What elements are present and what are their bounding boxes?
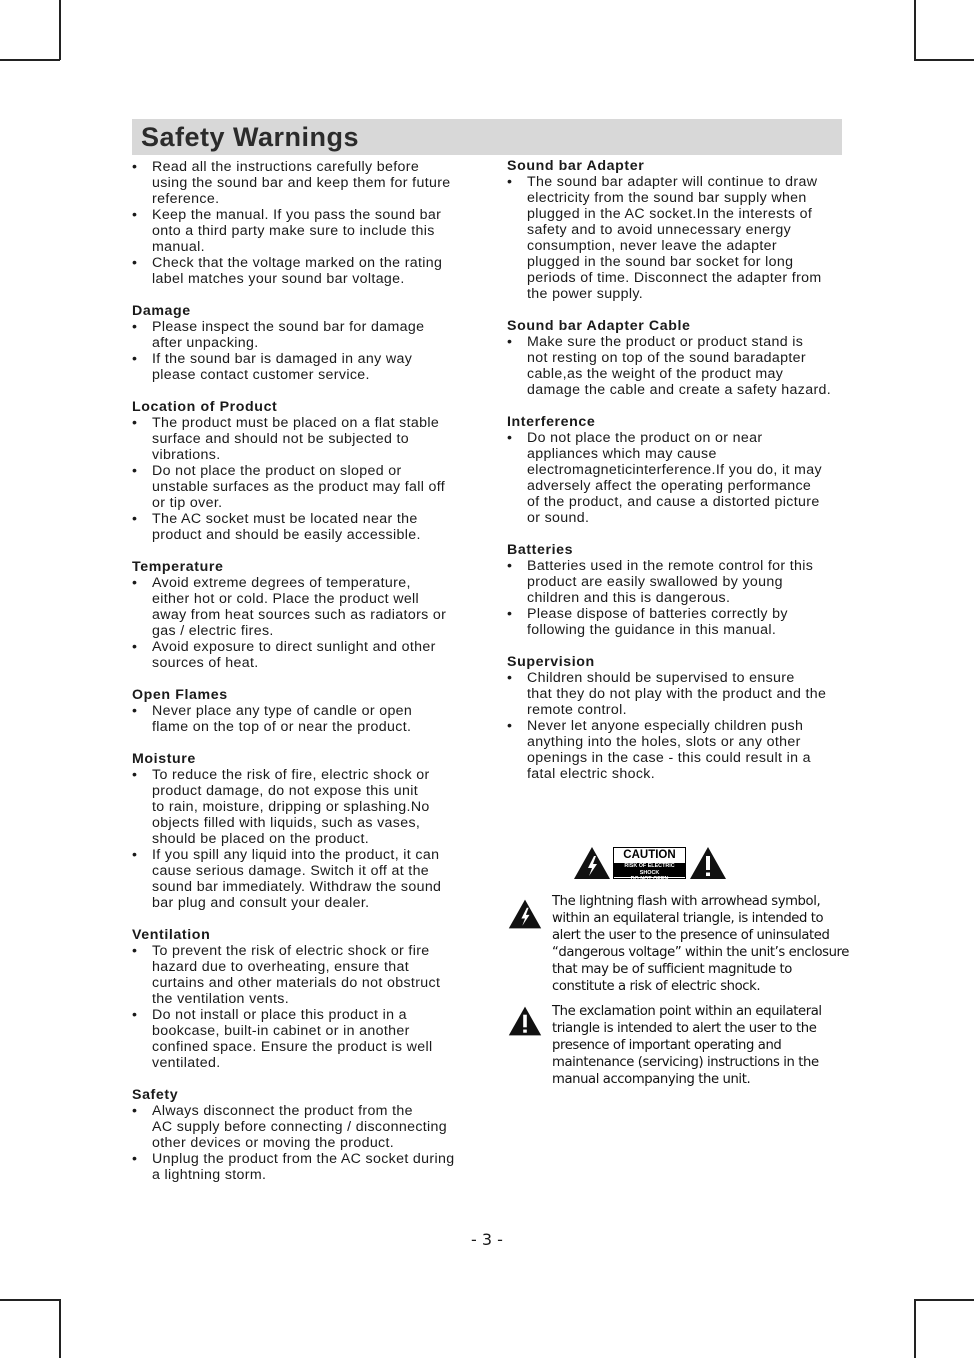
bullet-icon: • bbox=[507, 174, 513, 190]
section-heading: Sound bar Adapter Cable bbox=[507, 318, 691, 334]
section-sound-bar-adapter bbox=[507, 158, 852, 302]
section-heading: Damage bbox=[132, 303, 191, 319]
section-intro bbox=[132, 159, 477, 287]
bullet-line: or tip over. bbox=[152, 495, 223, 511]
bullet-line: gas / electric fires. bbox=[152, 623, 274, 639]
bullet-line: manual. bbox=[152, 239, 205, 255]
bullet-item bbox=[132, 255, 477, 287]
bullet-line: other devices or moving the product. bbox=[152, 1135, 395, 1151]
bullet-item bbox=[132, 1151, 477, 1183]
bullet-line: The AC socket must be located near the bbox=[152, 511, 418, 527]
bullet-line: product and should be easily accessible. bbox=[152, 527, 421, 543]
caution-graphic bbox=[572, 845, 728, 881]
section-heading: Sound bar Adapter bbox=[507, 158, 645, 174]
bullet-icon: • bbox=[132, 255, 138, 271]
bullet-item bbox=[132, 319, 477, 351]
legend-line: within an equilateral triangle, is intended to bbox=[552, 911, 824, 926]
crop-mark-top-left-v bbox=[59, 0, 61, 60]
bullet-icon: • bbox=[507, 670, 513, 686]
section-heading: Moisture bbox=[132, 751, 196, 767]
bullet-line: using the sound bar and keep them for future bbox=[152, 175, 451, 191]
lightning-legend bbox=[507, 893, 852, 995]
section-heading: Interference bbox=[507, 414, 596, 430]
bullet-item bbox=[507, 670, 852, 718]
bullet-line: product damage, do not expose this unit bbox=[152, 783, 419, 799]
bullet-icon: • bbox=[132, 575, 138, 591]
crop-mark-bottom-left-h bbox=[0, 1299, 60, 1301]
bullet-line: appliances which may cause bbox=[527, 446, 717, 462]
bullet-line: Batteries used in the remote control for this bbox=[527, 558, 814, 574]
bullet-item bbox=[132, 463, 477, 511]
bullet-icon: • bbox=[507, 718, 513, 734]
bullet-icon: • bbox=[132, 207, 138, 223]
section-sound-bar-adapter-cable bbox=[507, 318, 852, 398]
bullet-icon: • bbox=[132, 463, 138, 479]
section-heading: Safety bbox=[132, 1087, 179, 1103]
bullet-line: or sound. bbox=[527, 510, 590, 526]
legend-line: constitute a risk of electric shock. bbox=[552, 979, 761, 994]
exclamation-triangle-icon bbox=[507, 1004, 543, 1038]
bullet-item bbox=[507, 718, 852, 782]
bullet-line: curtains and other materials do not obstruct bbox=[152, 975, 441, 991]
caution-label-subtitle bbox=[614, 863, 685, 882]
bullet-line: please contact customer service. bbox=[152, 367, 370, 383]
bullet-line: damage the cable and create a safety hazard. bbox=[527, 382, 832, 398]
section-temperature bbox=[132, 559, 477, 671]
bullet-line: should be placed on the product. bbox=[152, 831, 370, 847]
legend-line: The exclamation point within an equilateral bbox=[552, 1004, 822, 1019]
bullet-line: anything into the holes, slots or any other bbox=[527, 734, 801, 750]
bullet-line: Avoid extreme degrees of temperature, bbox=[152, 575, 411, 591]
bullet-line: openings in the case - this could result in a bbox=[527, 750, 811, 766]
bullet-icon: • bbox=[132, 319, 138, 335]
bullet-line: electricity from the sound bar supply when bbox=[527, 190, 807, 206]
bullet-icon: • bbox=[132, 1151, 138, 1167]
bullet-line: Avoid exposure to direct sunlight and other bbox=[152, 639, 436, 655]
legend-line: manual accompanying the unit. bbox=[552, 1072, 751, 1087]
bullet-line: plugged in the AC socket.In the interests of bbox=[527, 206, 813, 222]
bullet-line: Do not place the product on sloped or bbox=[152, 463, 402, 479]
section-moisture bbox=[132, 751, 477, 911]
bullet-icon: • bbox=[507, 606, 513, 622]
section-open-flames bbox=[132, 687, 477, 735]
bullet-line: objects filled with liquids, such as vases, bbox=[152, 815, 421, 831]
bullet-line: away from heat sources such as radiators or bbox=[152, 607, 447, 623]
bullet-line: electromagneticinterference.If you do, it may bbox=[527, 462, 822, 478]
bullet-icon: • bbox=[507, 334, 513, 350]
page-title: Safety Warnings bbox=[141, 122, 360, 152]
bullet-icon: • bbox=[132, 847, 138, 863]
bullet-line: plugged in the sound bar socket for long bbox=[527, 254, 794, 270]
bullet-item bbox=[132, 351, 477, 383]
bullet-line: reference. bbox=[152, 191, 220, 207]
bullet-item bbox=[132, 767, 477, 847]
bullet-item bbox=[507, 606, 852, 638]
bullet-line: confined space. Ensure the product is well bbox=[152, 1039, 433, 1055]
bullet-icon: • bbox=[132, 415, 138, 431]
bullet-item bbox=[507, 174, 852, 302]
bullet-line: onto a third party make sure to include this bbox=[152, 223, 435, 239]
exclamation-triangle-icon bbox=[688, 845, 728, 881]
bullet-line: AC supply before connecting / disconnecting bbox=[152, 1119, 448, 1135]
section-heading: Location of Product bbox=[132, 399, 278, 415]
bullet-item bbox=[132, 703, 477, 735]
section-location-of-product bbox=[132, 399, 477, 543]
bullet-line: the ventilation vents. bbox=[152, 991, 290, 1007]
crop-mark-top-right-v bbox=[914, 0, 916, 60]
bullet-line: bookcase, built-in cabinet or in another bbox=[152, 1023, 410, 1039]
legend-line: triangle is intended to alert the user to the bbox=[552, 1021, 817, 1036]
bullet-line: To prevent the risk of electric shock or fire bbox=[152, 943, 430, 959]
legend-line: alert the user to the presence of uninsulated bbox=[552, 928, 830, 943]
bullet-line: sound bar immediately. Withdraw the sound bbox=[152, 879, 442, 895]
bullet-item bbox=[132, 415, 477, 463]
bullet-line: to rain, moisture, dripping or splashing.No bbox=[152, 799, 430, 815]
bullet-icon: • bbox=[132, 943, 138, 959]
bullet-line: Unplug the product from the AC socket during bbox=[152, 1151, 455, 1167]
bullet-line: The sound bar adapter will continue to draw bbox=[527, 174, 818, 190]
bullet-icon: • bbox=[132, 351, 138, 367]
bullet-icon: • bbox=[132, 639, 138, 655]
bullet-line: flame on the top of or near the product. bbox=[152, 719, 412, 735]
bullet-icon: • bbox=[132, 703, 138, 719]
bullet-line: consumption, never leave the adapter bbox=[527, 238, 777, 254]
exclamation-legend bbox=[507, 1003, 852, 1089]
bullet-item bbox=[132, 511, 477, 543]
crop-mark-top-right-h bbox=[914, 59, 974, 61]
legend-line: presence of important operating and bbox=[552, 1038, 782, 1053]
crop-mark-bottom-right-v bbox=[914, 1299, 916, 1358]
bullet-item bbox=[132, 159, 477, 207]
bullet-line: The product must be placed on a flat stable bbox=[152, 415, 440, 431]
left-column bbox=[132, 159, 477, 1199]
bullet-line: hazard due to overheating, ensure that bbox=[152, 959, 410, 975]
bullet-line: cable,as the weight of the product may bbox=[527, 366, 784, 382]
bullet-line: adversely affect the operating performance bbox=[527, 478, 812, 494]
bullet-item bbox=[132, 639, 477, 671]
legend-line: The lightning flash with arrowhead symbol, bbox=[552, 894, 821, 909]
exclamation-legend-text bbox=[552, 1003, 852, 1088]
section-heading: Supervision bbox=[507, 654, 595, 670]
section-batteries bbox=[507, 542, 852, 638]
bullet-line: following the guidance in this manual. bbox=[527, 622, 777, 638]
bullet-line: either hot or cold. Place the product well bbox=[152, 591, 420, 607]
bullet-line: Read all the instructions carefully before bbox=[152, 159, 420, 175]
bullet-icon: • bbox=[132, 767, 138, 783]
section-damage bbox=[132, 303, 477, 383]
bullet-icon: • bbox=[132, 1103, 138, 1119]
title-bar bbox=[132, 119, 842, 155]
bullet-line: To reduce the risk of fire, electric shock or bbox=[152, 767, 430, 783]
section-heading: Temperature bbox=[132, 559, 224, 575]
bullet-item bbox=[132, 1103, 477, 1151]
bullet-item bbox=[132, 943, 477, 1007]
bullet-icon: • bbox=[132, 511, 138, 527]
bullet-line: Always disconnect the product from the bbox=[152, 1103, 413, 1119]
section-interference bbox=[507, 414, 852, 526]
bullet-item bbox=[507, 430, 852, 526]
section-heading: Batteries bbox=[507, 542, 574, 558]
legend-line: “dangerous voltage” within the unit’s enclosure bbox=[552, 945, 850, 960]
caution-label-subtitle-line2: DO NOT OPEN bbox=[630, 876, 669, 882]
bullet-line: surface and should not be subjected to bbox=[152, 431, 410, 447]
bullet-icon: • bbox=[132, 159, 138, 175]
bullet-line: Never place any type of candle or open bbox=[152, 703, 413, 719]
bullet-line: the power supply. bbox=[527, 286, 644, 302]
legend-line: that may be of sufficient magnitude to bbox=[552, 962, 792, 977]
bullet-line: ventilated. bbox=[152, 1055, 221, 1071]
section-ventilation bbox=[132, 927, 477, 1071]
bullet-line: product are easily swallowed by young bbox=[527, 574, 783, 590]
crop-mark-top-left-h bbox=[0, 59, 60, 61]
bullet-line: of the product, and cause a distorted picture bbox=[527, 494, 820, 510]
bullet-line: periods of time. Disconnect the adapter from bbox=[527, 270, 822, 286]
right-column bbox=[507, 158, 852, 798]
bullet-line: children and this is dangerous. bbox=[527, 590, 731, 606]
bullet-icon: • bbox=[132, 1007, 138, 1023]
lightning-triangle-icon bbox=[507, 897, 543, 931]
bullet-line: Do not install or place this product in a bbox=[152, 1007, 407, 1023]
section-supervision bbox=[507, 654, 852, 782]
bullet-icon: • bbox=[507, 430, 513, 446]
bullet-line: Never let anyone especially children push bbox=[527, 718, 804, 734]
bullet-line: vibrations. bbox=[152, 447, 221, 463]
bullet-line: Check that the voltage marked on the rating bbox=[152, 255, 443, 271]
bullet-line: label matches your sound bar voltage. bbox=[152, 271, 405, 287]
bullet-line: remote control. bbox=[527, 702, 627, 718]
bullet-line: Please dispose of batteries correctly by bbox=[527, 606, 788, 622]
bullet-line: a lightning storm. bbox=[152, 1167, 267, 1183]
bullet-item bbox=[132, 575, 477, 639]
bullet-line: that they do not play with the product and the bbox=[527, 686, 827, 702]
bullet-line: sources of heat. bbox=[152, 655, 259, 671]
section-heading: Open Flames bbox=[132, 687, 228, 703]
caution-label bbox=[613, 847, 686, 882]
crop-mark-bottom-left-v bbox=[59, 1299, 61, 1358]
bullet-line: fatal electric shock. bbox=[527, 766, 655, 782]
lightning-legend-text bbox=[552, 893, 852, 995]
section-safety bbox=[132, 1087, 477, 1183]
section-heading: Ventilation bbox=[132, 927, 211, 943]
bullet-line: Children should be supervised to ensure bbox=[527, 670, 795, 686]
bullet-line: safety and to avoid unnecessary energy bbox=[527, 222, 792, 238]
bullet-line: after unpacking. bbox=[152, 335, 259, 351]
page-number: - 3 - bbox=[471, 1230, 503, 1249]
bullet-line: unstable surfaces as the product may fall off bbox=[152, 479, 446, 495]
bullet-item bbox=[132, 1007, 477, 1071]
caution-label-subtitle-line1: RISK OF ELECTRIC SHOCK bbox=[624, 863, 675, 876]
bullet-line: Please inspect the sound bar for damage bbox=[152, 319, 425, 335]
bullet-line: Do not place the product on or near bbox=[527, 430, 763, 446]
bullet-line: If the sound bar is damaged in any way bbox=[152, 351, 413, 367]
bullet-line: not resting on top of the sound baradapter bbox=[527, 350, 806, 366]
legend-line: maintenance (servicing) instructions in the bbox=[552, 1055, 819, 1070]
bullet-line: Keep the manual. If you pass the sound bar bbox=[152, 207, 442, 223]
bullet-line: Make sure the product or product stand is bbox=[527, 334, 804, 350]
bullet-line: cause serious damage. Switch it off at the bbox=[152, 863, 430, 879]
bullet-item bbox=[132, 847, 477, 911]
bullet-icon: • bbox=[507, 558, 513, 574]
bullet-item bbox=[132, 207, 477, 255]
bullet-line: bar plug and consult your dealer. bbox=[152, 895, 370, 911]
crop-mark-bottom-right-h bbox=[914, 1299, 974, 1301]
lightning-triangle-icon bbox=[572, 845, 612, 881]
bullet-item bbox=[507, 334, 852, 398]
caution-label-title: CAUTION bbox=[623, 849, 676, 861]
bullet-item bbox=[507, 558, 852, 606]
bullet-line: If you spill any liquid into the product, it can bbox=[152, 847, 440, 863]
